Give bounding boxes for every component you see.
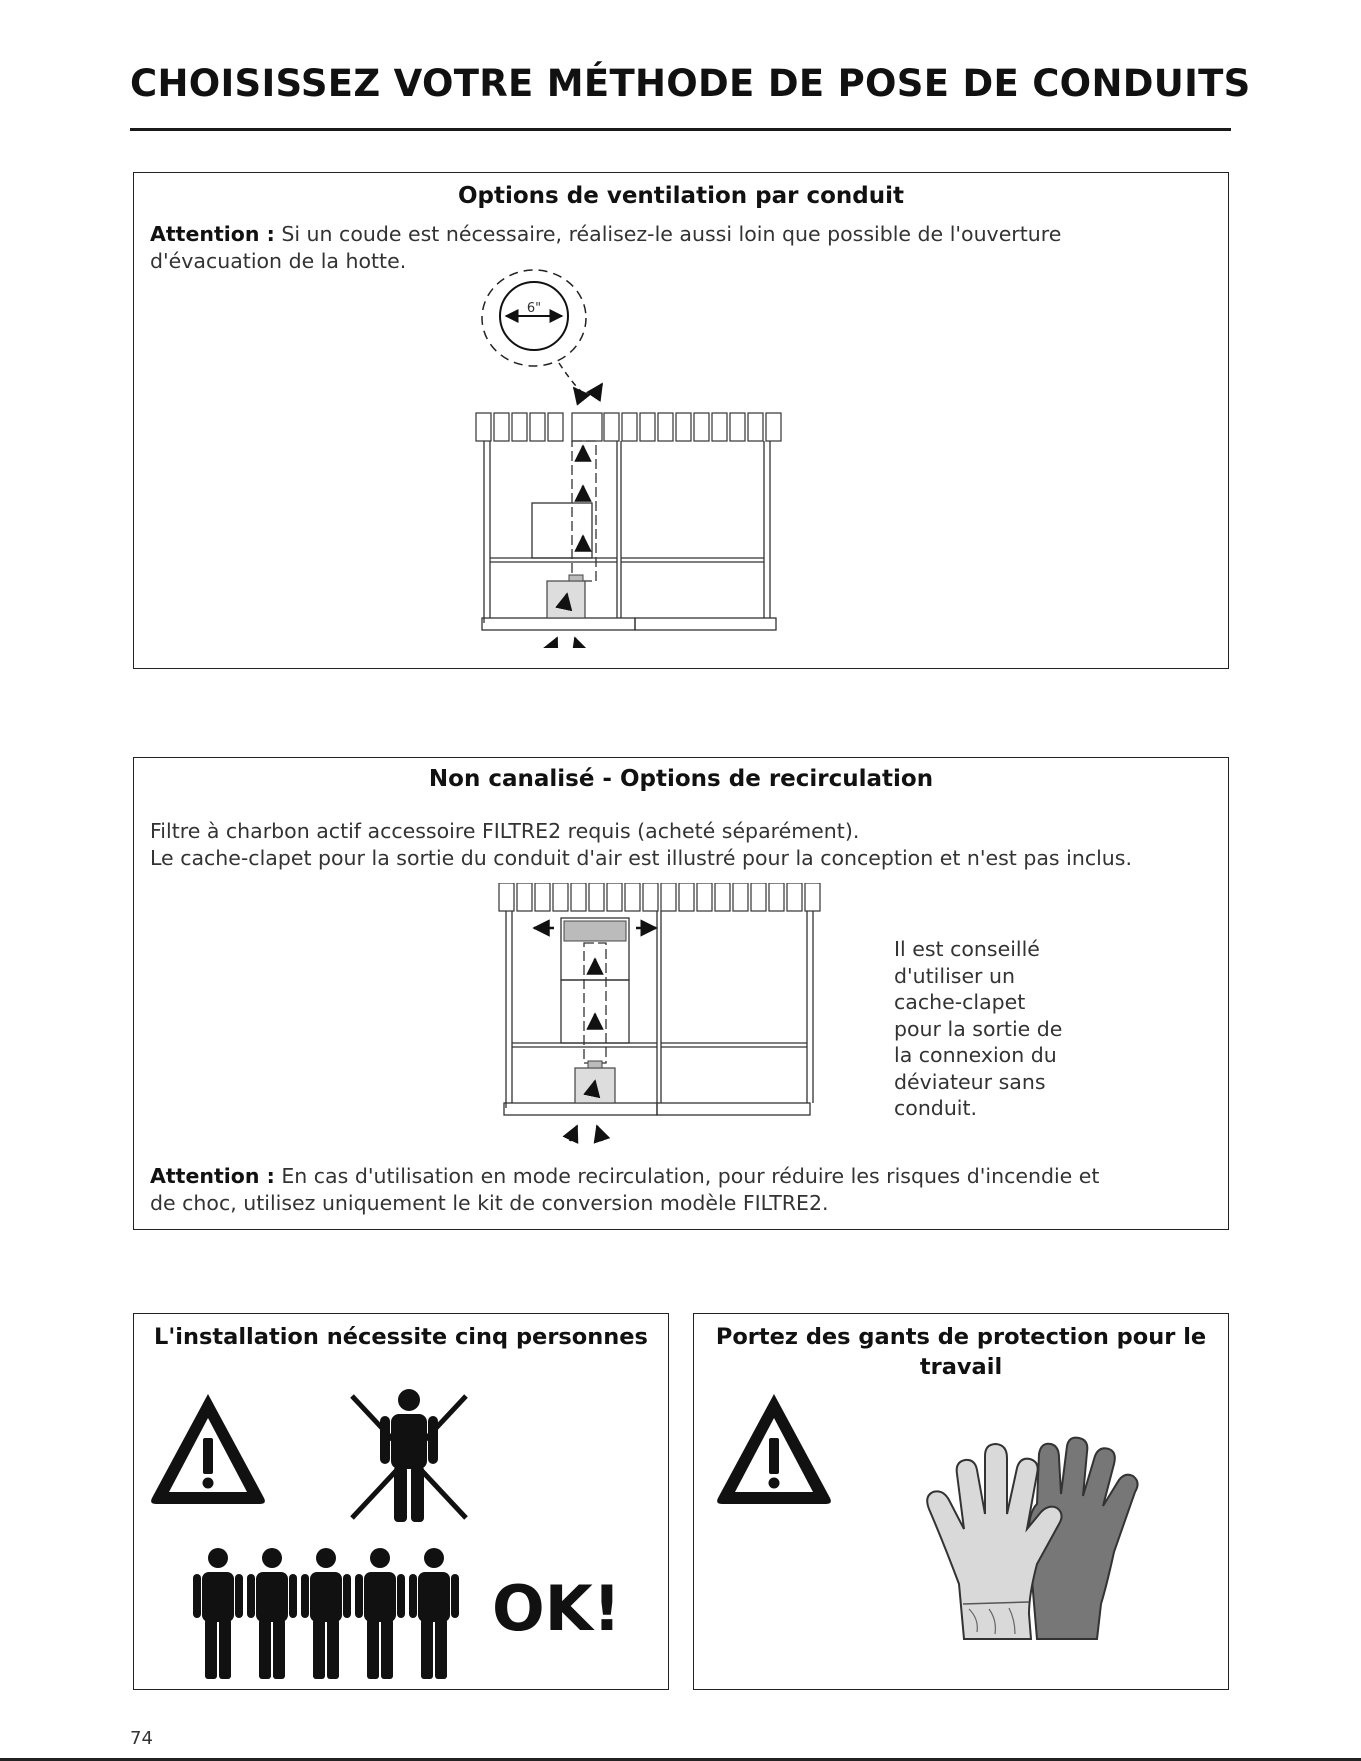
recirc-side-note: [894, 936, 1062, 1122]
recirc-attention-line1: [150, 1163, 1099, 1190]
page-title: CHOISISSEZ VOTRE MÉTHODE DE POSE DE CONDUITS: [130, 62, 1251, 105]
ok-label: OK!: [492, 1572, 622, 1645]
recirc-cabinet-diagram: [484, 883, 864, 1153]
warning-triangle-icon: [146, 1386, 271, 1511]
recirc-attention-text: En cas d'utilisation en mode recirculation, pour réduire les risques d'incendie et: [274, 1164, 1100, 1188]
gloves-box: [693, 1313, 1229, 1690]
recirc-box-title: Non canalisé - Options de recirculation: [428, 766, 934, 792]
recirc-line1: Filtre à charbon actif accessoire FILTRE2 requis (acheté séparément).: [150, 819, 860, 843]
ducted-attention-text: Si un coude est nécessaire, réalisez-le aussi loin que possible de l'ouverture: [274, 222, 1062, 246]
recirc-line2: Le cache-clapet pour la sortie du conduit d'air est illustré pour la conception et n'est pas inclus.: [150, 846, 1132, 870]
ducted-options-box: [133, 172, 1229, 669]
five-persons-box: [133, 1313, 669, 1690]
gloves-title-line1: Portez des gants de protection pour le: [715, 1324, 1207, 1350]
work-gloves-icon: [919, 1434, 1159, 1654]
side-note-line: pour la sortie de: [894, 1016, 1063, 1041]
ducted-attention-line2: d'évacuation de la hotte.: [150, 249, 407, 273]
ducted-attention-label: Attention :: [150, 222, 275, 246]
warning-triangle-icon: [712, 1386, 837, 1511]
side-note-line: conduit.: [894, 1096, 978, 1120]
side-note-line: cache-clapet: [894, 990, 1026, 1014]
recirc-attention-line2: de choc, utilisez uniquement le kit de conversion modèle FILTRE2.: [150, 1191, 829, 1215]
duct-size-label: 6": [526, 301, 542, 316]
side-note-line: déviateur sans: [894, 1069, 1046, 1094]
title-rule: [130, 128, 1231, 131]
five-persons-icon: [192, 1546, 462, 1681]
gloves-title-line2: travail: [919, 1354, 1003, 1380]
side-note-line: d'utiliser un: [894, 963, 1015, 988]
crossed-single-person-icon: [344, 1386, 474, 1526]
side-note-line: Il est conseillé: [894, 937, 1040, 961]
recirc-attention-label: Attention :: [150, 1164, 275, 1188]
recirculation-options-box: [133, 757, 1229, 1230]
page-number: 74: [130, 1728, 153, 1749]
side-note-line: la connexion du: [894, 1043, 1057, 1067]
ducted-box-title: Options de ventilation par conduit: [457, 183, 904, 209]
five-persons-title: L'installation nécessite cinq personnes: [154, 1324, 648, 1350]
ducted-attention-line1: [150, 221, 1061, 248]
ducted-cabinet-diagram: [464, 268, 804, 648]
